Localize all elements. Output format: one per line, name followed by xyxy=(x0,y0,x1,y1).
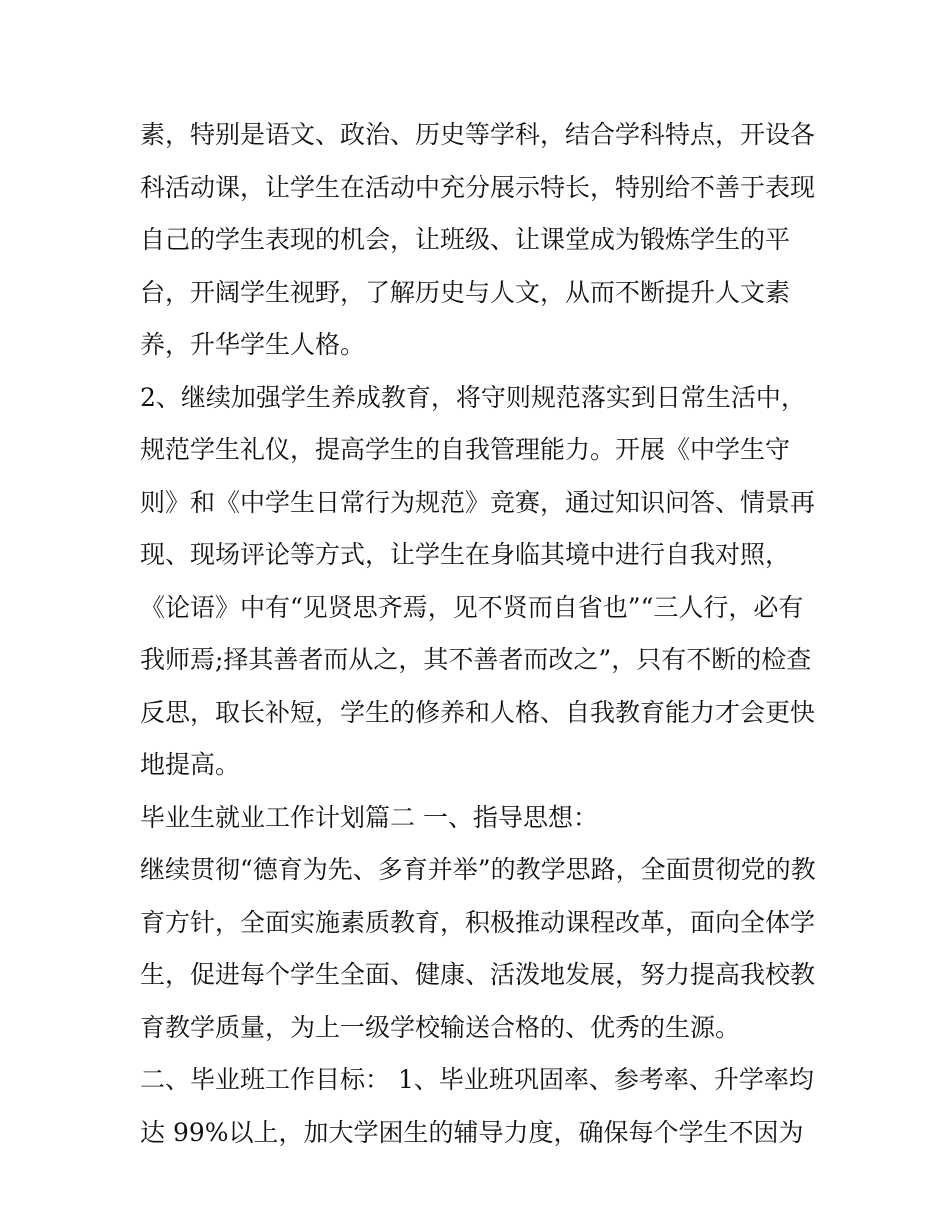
text-line-10: 《论语》中有“见贤思齐焉，见不贤而自省也”“三人行，必有 xyxy=(140,592,804,622)
text-line-20: 达 99%以上，加大学困生的辅导力度，确保每个学生不因为 xyxy=(140,1117,804,1147)
text-line-3: 自己的学生表现的机会，让班级、让课堂成为锻炼学生的平 xyxy=(140,225,791,254)
text-line-18: 育教学质量，为上一级学校输送合格的、优秀的生源。 xyxy=(140,1012,741,1042)
text-line-1: 素，特别是语文、政治、历史等学科，结合学科特点，开设各 xyxy=(140,120,816,149)
text-line-19: 二、毕业班工作目标： 1、毕业班巩固率、参考率、升学率均 xyxy=(140,1065,814,1094)
text-line-8: 则》和《中学生日常行为规范》竞赛，通过知识问答、情景再 xyxy=(140,487,816,517)
text-line-9: 现、现场评论等方式，让学生在身临其境中进行自我对照， xyxy=(140,540,791,569)
text-line-4: 台，开阔学生视野，了解历史与人文，从而不断提升人文素 xyxy=(140,277,791,307)
text-line-15: 继续贯彻“德育为先、多育并举”的教学思路，全面贯彻党的教 xyxy=(140,855,816,884)
text-line-2: 科活动课，让学生在活动中充分展示特长，特别给不善于表现 xyxy=(140,172,816,202)
text-line-13: 地提高。 xyxy=(140,750,241,779)
text-line-17: 生，促进每个学生全面、健康、活泼地发展，努力提高我校教 xyxy=(140,960,816,989)
text-line-12: 反思，取长补短，学生的修养和人格、自我教育能力才会更快 xyxy=(140,697,816,727)
text-line-16: 育方针，全面实施素质教育，积极推动课程改革，面向全体学 xyxy=(140,907,816,937)
section-heading: 毕业生就业工作计划篇二 一、指导思想： xyxy=(140,802,598,832)
text-line-7: 规范学生礼仪，提高学生的自我管理能力。开展《中学生守 xyxy=(140,435,791,464)
text-line-11: 我师焉;择其善者而从之，其不善者而改之”，只有不断的检查 xyxy=(140,645,812,674)
text-line-5: 养，升华学生人格。 xyxy=(140,330,366,359)
document-body xyxy=(140,109,830,1159)
text-line-6: 2、继续加强学生养成教育，将守则规范落实到日常生活中， xyxy=(140,382,806,412)
